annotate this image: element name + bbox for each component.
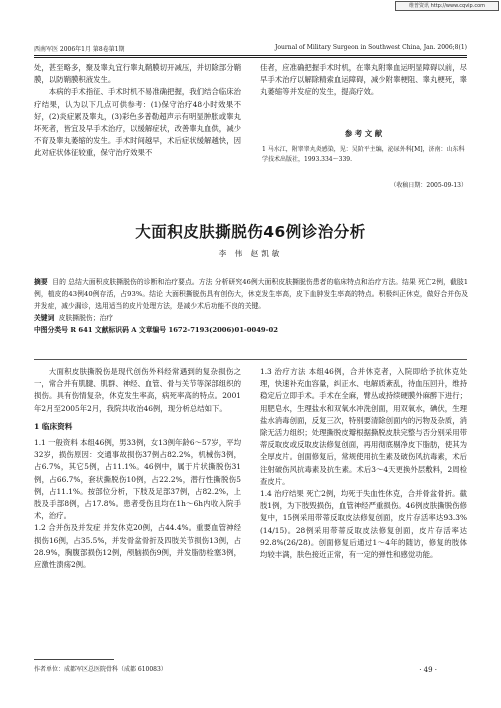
author-affiliation: 作者单位：成都军区总医院骨科（成都 610083） [34,666,167,673]
paragraph-1-2: 1.2 合并伤及并发症 并发休克20例，占44.4%。重要血管神经损伤16例，占35.5%，并发骨盆骨折及四肢关节损伤13例，占28.9%，胸腹部损伤12例，颅脑损伤9例，并发脂肪栓塞3例，应激性溃疡2例。 [34,523,241,570]
received-date: （收稿日期：2005-09-13） [390,182,467,189]
keywords-label: 关键词 [34,314,55,322]
article-authors: 李 伟 赵凯敏 [218,249,283,258]
paragraph-1-4: 1.4 治疗结果 死亡2例，均死于失血性休克，合并骨盆骨折。截肢1例，为下肢毁损伤，血管神经严重损伤。46例皮肤撕脱伤修复中，15例采用带蒂反取皮法修复创面，皮片存活率达93.3%(14/15)。28例采用带蒂反取皮法修复创面，皮片存活率达92.8%(26/28)。创面修复后通过1～4年的随访，修复的肢体均较丰满，肤色接近正常，有一定的弹性和感觉功能。 [260,489,467,560]
source-watermark: 维普资讯 http://www.cqvip.com [395,1,499,11]
abstract-label: 摘要 [34,278,48,286]
article-title: 大面积皮肤撕脱伤46例诊治分析 [135,223,366,241]
paragraph-1-3: 1.3 治疗方法 本组46例，合并休克者，入院即给予抗休克处理，快速补充血容量，纠正水、电解质紊乱，待血压回升，维持稳定后立即手术。手术在全麻，臂丛或持续硬膜外麻醉下进行；用肥皂水，生理盐水和双氧水冲洗创面，用双氧水，碘伏，生理盐水消毒创面，反复三次，特别要清除创面内的污物及杂质，消除无活力组织；处理撕脱皮瓣根据撕脱皮肤完整与否分别采用带蒂反取皮或反取皮法修复创面，再用彻底剔净皮下脂肪，使其为全厚皮片。创面修复后，常规使用抗生素及破伤风抗毒素，术后注射破伤风抗毒素及抗生素。术后3～4天更换外层敷料，2周检查皮片。 [260,367,467,486]
prev-paragraph: 处，甚至略多，聚及睾丸宜行睾丸鞘膜切开减压，并切除部分鞘膜，以防鞘膜积液发生。 [34,63,241,85]
prev-paragraph: 本病的手术指征、手术时机不易准确把握，我们结合临床治疗结果，认为以下几点可供参考：(1)保守治疗48小时效果不好，(2)炎症累及睾丸，(3)彩色多普勒超声示有明显肿胀或睾丸坏死者，皆宜及早手术治疗，以缓解症状，改善睾丸血供，减少不育及睾丸萎缩的发生。手术时间越早，术后症状缓解越快，因此对症状体征较重，保守治疗效果不 [34,87,241,158]
header-rule-2 [34,57,467,58]
journal-header-right: Journal of Military Surgeon in Southwest China, Jan. 2006;8(1) [275,44,467,51]
paragraph-1-1: 1.1 一般资料 本组46例，男33例，女13例年龄6～57岁，平均32岁，损伤原因：交通事故损伤37例占82.2%，机械伤3例，占6.7%，其它5例，占11.1%。46例中，属于片状撕脱伤31例，占66.7%，套状撕脱伤10例，占22.2%，潜行性撕脱伤5例，占11.1%。按部位分析，下肢及足部37例，占82.2%，上肢及手部8例，占17.8%。患者受伤且均在1h～6h内收入院手术，治疗。 [34,438,241,521]
abstract-rule [34,359,467,360]
reference-item: 1 马水江，附睾睾丸炎感染，见：吴阶平主编，泌尿外科[M]，济南：山东科学技术出版社，1993.334～339. [262,146,465,163]
abstract-body: 目的 总结大面积皮肤撕脱伤的诊断和治疗要点。方法 分析研究46例大面积皮肤撕脱伤患者的临床特点和治疗方法。结果 死亡2例，截肢1例，植皮的43例40例存活，占93%。结论 大面积撕脱伤具有创伤大，休克发生率高，皮下血肿发生率高的特点。积极纠正休克，做好合并伤及并发症，减少漏诊，选用适当的皮片处理方法，是减少术后功能不良的关键。 [34,278,469,310]
abstract-text [34,276,468,312]
journal-header-left: 西南军医 2006年1月 第8卷第1期 [34,46,125,53]
section-heading: 1 临床资料 [34,421,73,431]
body-left-column [34,366,241,571]
footnote-rule [34,659,114,660]
keywords-value: 皮肤撕脱伤；治疗 [58,314,114,322]
body-right-column [260,366,467,561]
keywords-line [34,312,468,324]
header-rule [34,55,467,56]
intro-paragraph: 大面积皮肤撕脱伤是现代创伤外科经常遇到的复杂损伤之一，常合并有肌腱、肌群、神经、血管、骨与关节等深部组织的损伤。具有伤情复杂，休克发生率高，病死率高的特点。2001年2月至2005年2月，我院共收治46例，现分析总结如下。 [34,367,241,413]
prev-article-left [34,62,241,160]
prev-article-right [260,62,467,99]
references-heading: 参 考 文 献 [344,129,383,138]
page-number: · 49 · [419,666,437,674]
abstract-block [34,276,468,336]
classification-line: 中图分类号 R 641 文献标识码 A 文章编号 1672-7193(2006)01-0049-02 [34,326,278,334]
prev-paragraph: 佳者，应准确把握手术时机，在睾丸附睾血运明显障碍以前，尽早手术治疗以解除精索血运障碍，减少附睾梗阻、睾丸梗死，睾丸萎缩等并发症的发生，提高疗效。 [260,63,467,97]
